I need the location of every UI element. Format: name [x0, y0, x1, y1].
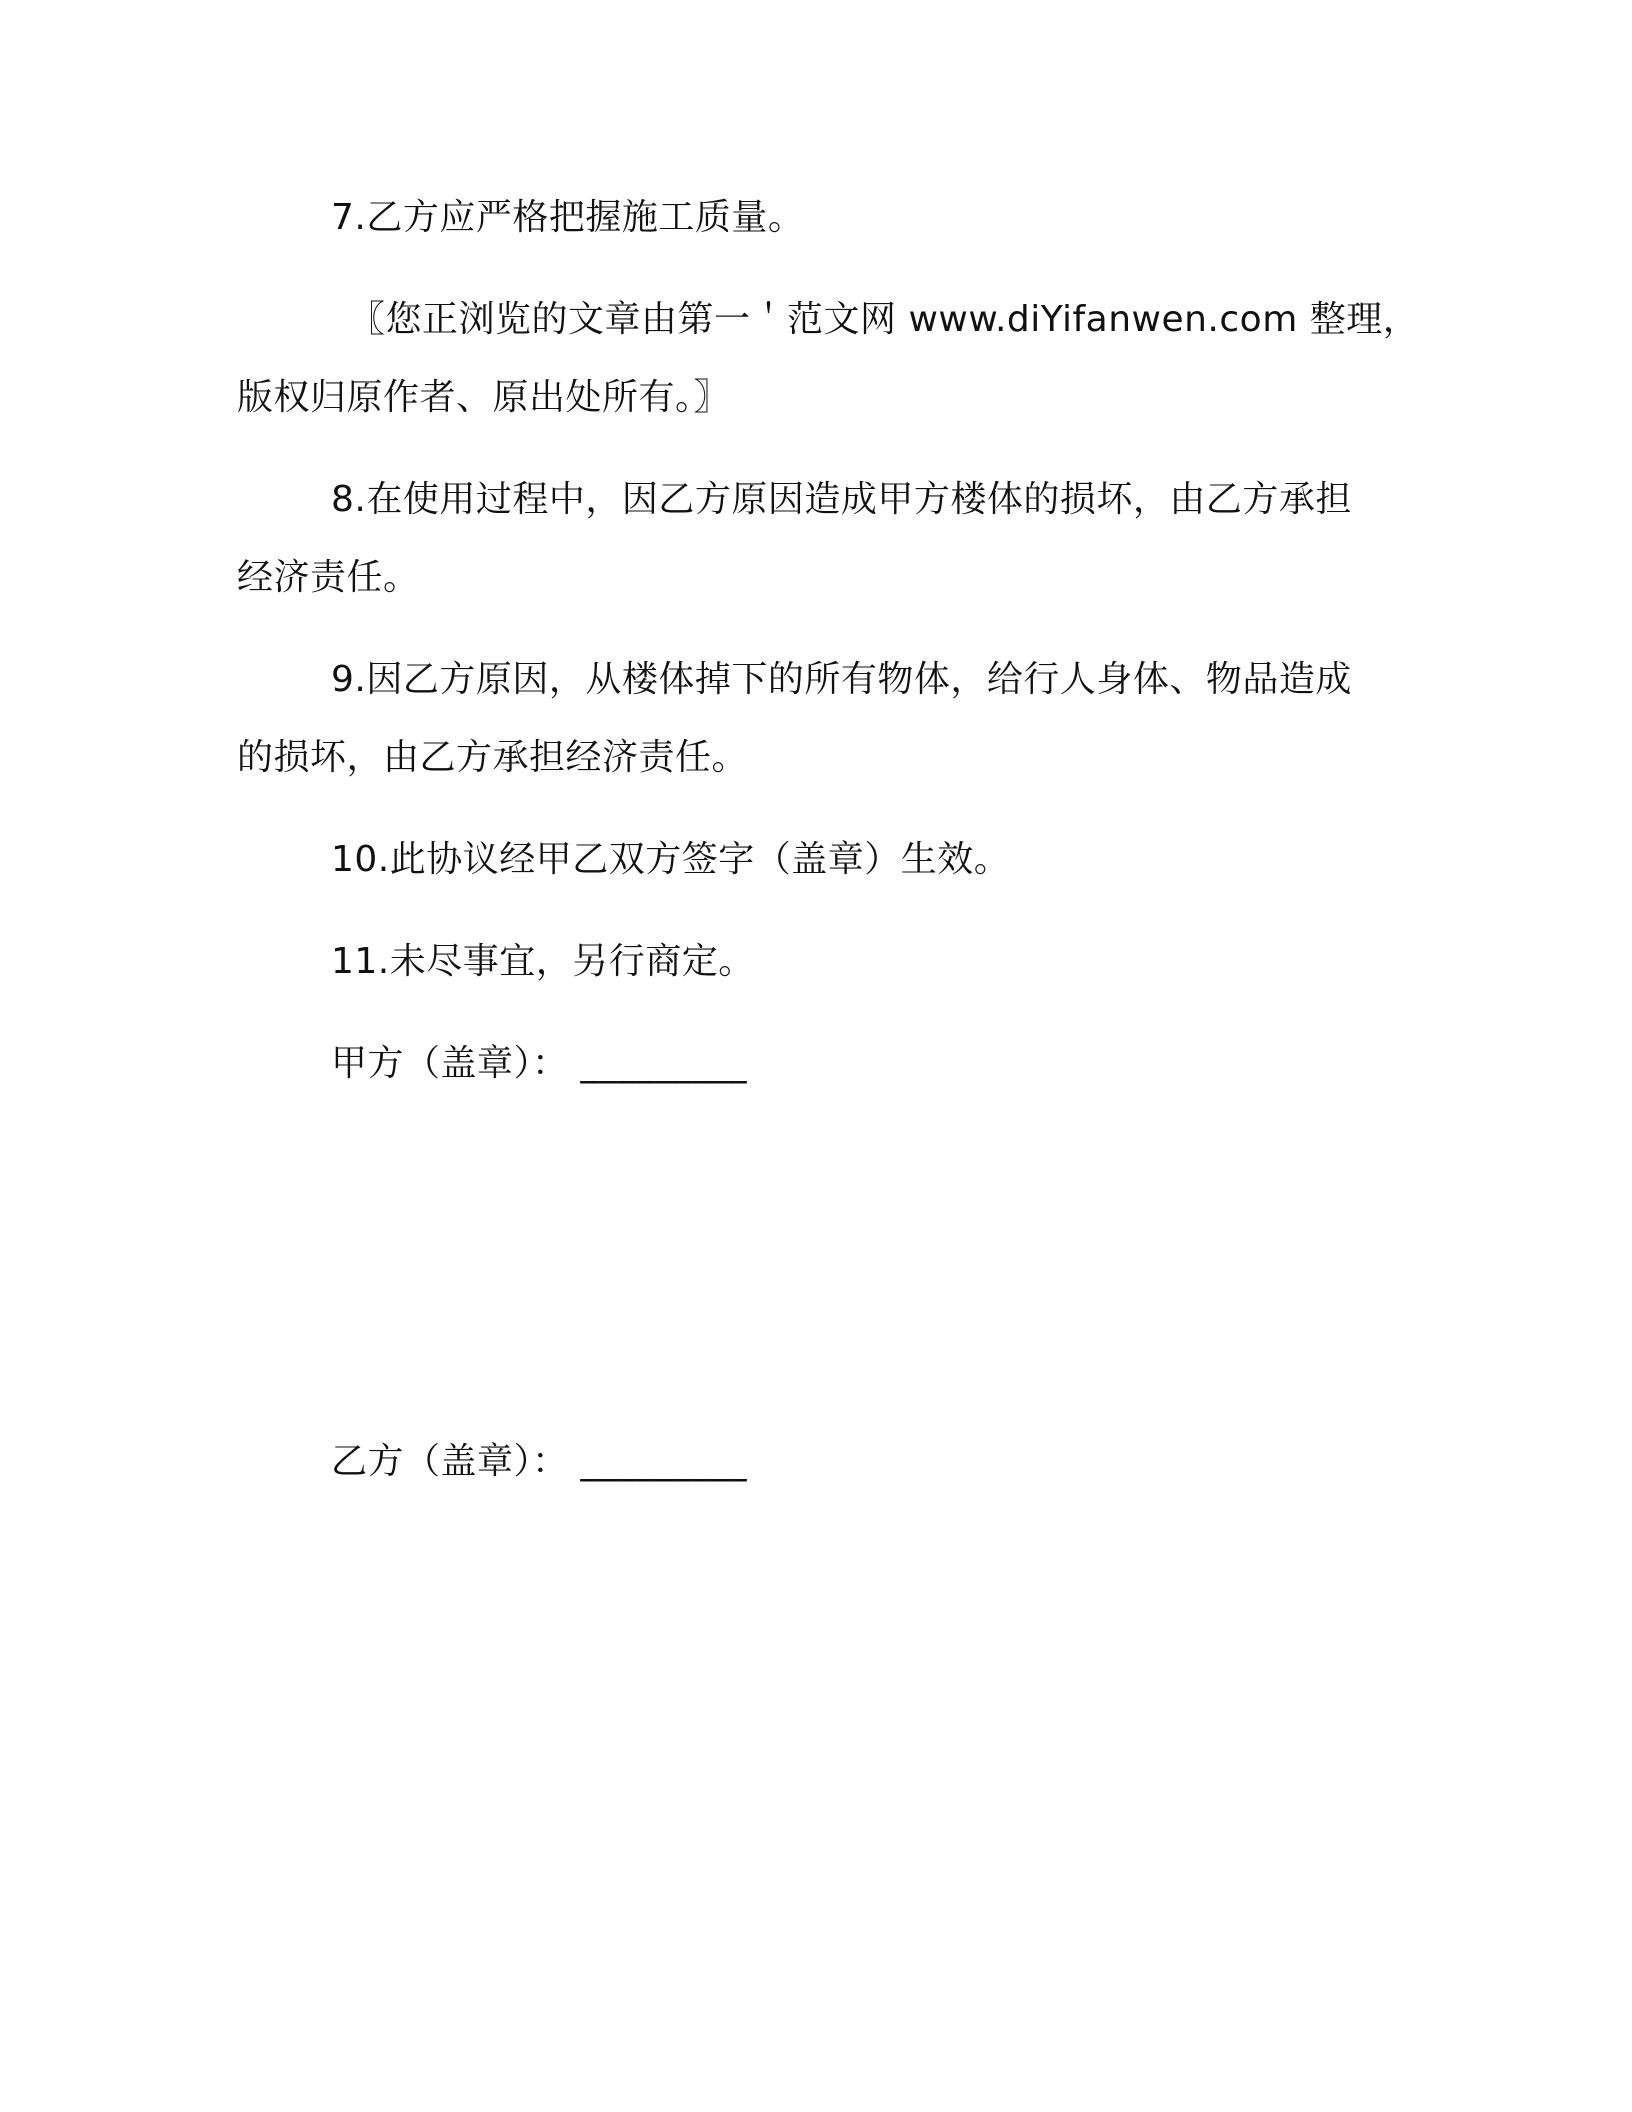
- notice-line-1: 〖您正浏览的文章由第一＇范文网 www.diYifanwen.com 整理，: [349, 299, 1420, 340]
- clause-9-line-2: 的损坏，由乙方承担经济责任。: [237, 737, 749, 778]
- clause-10-line-1: 10.此协议经甲乙双方签字（盖章）生效。: [331, 839, 1011, 880]
- signature-party-b-blank: _________: [580, 1441, 747, 1482]
- signature-party-b: [331, 1440, 747, 1484]
- notice-line-2: 版权归原作者、原出处所有。〗: [237, 377, 731, 418]
- clause-7-line-1: 7.乙方应严格把握施工质量。: [331, 197, 805, 238]
- clause-9-line-1: 9.因乙方原因，从楼体掉下的所有物体，给行人身体、物品造成: [331, 659, 1352, 700]
- clause-11-line-1: 11.未尽事宜，另行商定。: [331, 941, 755, 982]
- signature-party-a-label: 甲方（盖章）：: [331, 1043, 569, 1084]
- clause-8-line-2: 经济责任。: [237, 557, 420, 598]
- clause-8-line-1: 8.在使用过程中，因乙方原因造成甲方楼体的损坏，由乙方承担: [331, 479, 1352, 520]
- signature-party-a: [331, 1042, 747, 1086]
- signature-party-a-blank: _________: [580, 1043, 747, 1084]
- signature-party-b-label: 乙方（盖章）：: [331, 1441, 569, 1482]
